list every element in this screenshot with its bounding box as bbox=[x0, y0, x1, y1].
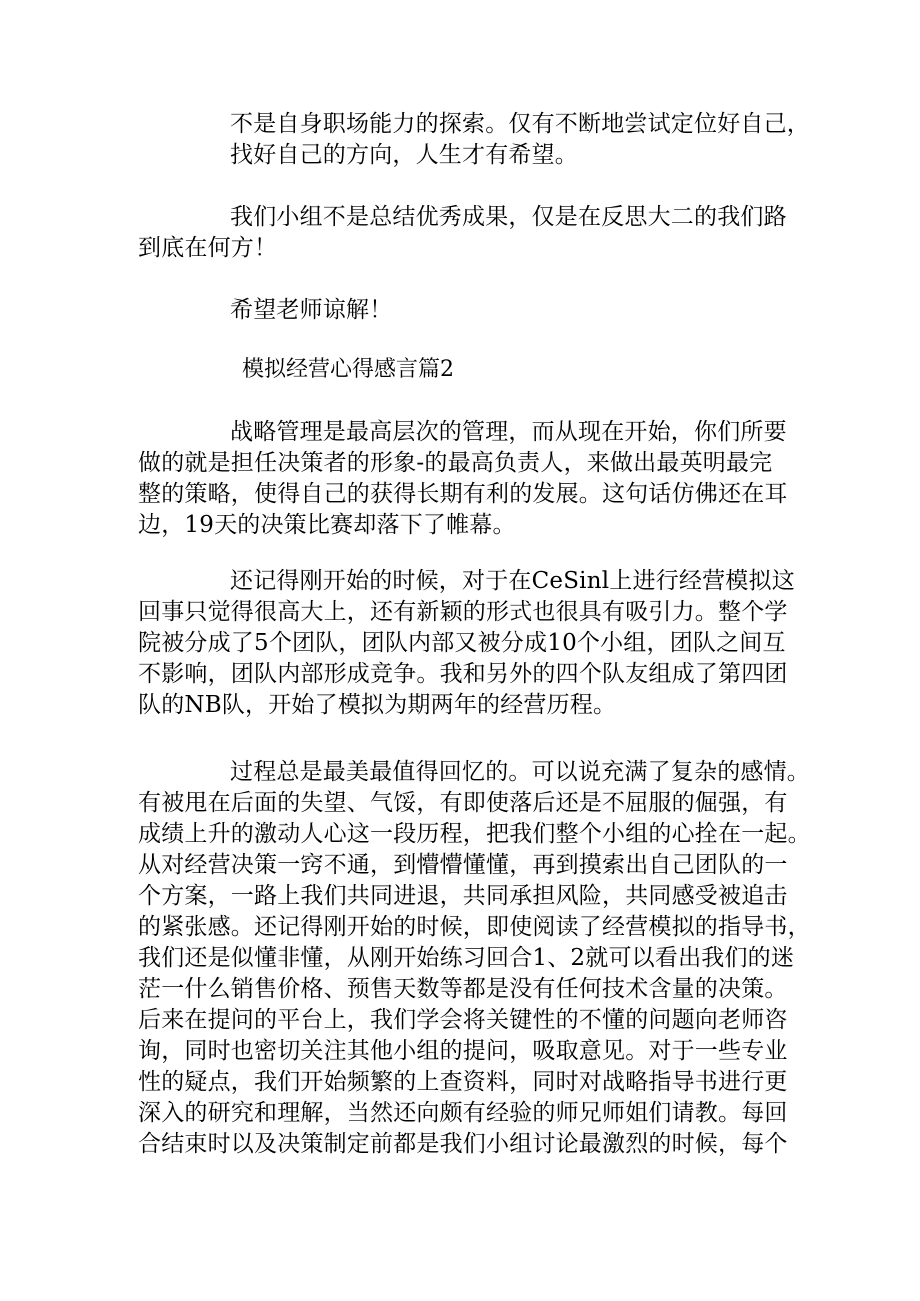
text-line: 个方案，一路上我们共同进退，共同承担风险，共同感受被追击 bbox=[138, 883, 788, 909]
text-line: 边，19天的决策比赛却落下了帷幕。 bbox=[138, 512, 516, 538]
text-line: 队的NB队，开始了模拟为期两年的经营历程。 bbox=[138, 692, 617, 718]
text-line: 做的就是担任决策者的形象-的最高负责人，来做出最英明最完 bbox=[138, 450, 773, 476]
paragraph-5 bbox=[138, 566, 795, 721]
text-line: 的紧张感。还记得刚开始的时候，即使阅读了经营模拟的指导书， bbox=[138, 914, 811, 940]
text-line: 合结束时以及决策制定前都是我们小组讨论最激烈的时候，每个 bbox=[138, 1131, 788, 1157]
text-line: 茫一什么销售价格、预售天数等都是没有任何技术含量的决策。 bbox=[138, 976, 788, 1002]
paragraph-1 bbox=[138, 109, 810, 171]
text-line: 从对经营决策一窍不通，到懵懵懂懂，再到摸索出自己团队的一 bbox=[138, 852, 788, 878]
text-line: 性的疑点，我们开始频繁的上查资料，同时对战略指导书进行更 bbox=[138, 1069, 788, 1095]
text-line: 不影响，团队内部形成竞争。我和另外的四个队友组成了第四团 bbox=[138, 661, 788, 687]
text-line: 深入的研究和理解，当然还向颇有经验的师兄师姐们请教。每回 bbox=[138, 1100, 788, 1126]
text-line: 还记得刚开始的时候，对于在CeSinl上进行经营模拟这 bbox=[230, 568, 795, 594]
text-line: 成绩上升的激动人心这一段历程，把我们整个小组的心拴在一起。 bbox=[138, 821, 811, 847]
text-line: 后来在提问的平台上，我们学会将关键性的不懂的问题向老师咨 bbox=[138, 1007, 788, 1033]
text-line: 过程总是最美最值得回忆的。可以说充满了复杂的感情。 bbox=[230, 759, 810, 785]
text-line: 找好自己的方向，人生才有希望。 bbox=[230, 142, 578, 168]
paragraph-4 bbox=[138, 417, 788, 541]
text-line: 我们还是似懂非懂，从刚开始练习回合1、2就可以看出我们的迷 bbox=[138, 945, 795, 971]
text-line: 有被甩在后面的失望、气馁，有即使落后还是不屈服的倔强，有 bbox=[138, 790, 788, 816]
section-heading: 模拟经营心得感言篇2 bbox=[242, 357, 454, 382]
text-line: 整的策略，使得自己的获得长期有利的发展。这句话仿佛还在耳 bbox=[138, 481, 788, 507]
paragraph-3 bbox=[138, 295, 788, 326]
paragraph-6 bbox=[138, 757, 811, 1160]
text-line: 战略管理是最高层次的管理，而从现在开始，你们所要 bbox=[230, 419, 787, 445]
text-line: 回事只觉得很高大上，还有新颖的形式也很具有吸引力。整个学 bbox=[138, 599, 788, 625]
text-line: 不是自身职场能力的探索。仅有不断地尝试定位好自己， bbox=[230, 111, 810, 137]
text-line: 我们小组不是总结优秀成果，仅是在反思大二的我们路 bbox=[230, 204, 787, 230]
text-line: 院被分成了5个团队，团队内部又被分成10个小组，团队之间互 bbox=[138, 630, 786, 656]
text-line: 询，同时也密切关注其他小组的提问，吸取意见。对于一些专业 bbox=[138, 1038, 788, 1064]
paragraph-2 bbox=[138, 202, 788, 264]
text-line: 到底在何方！ bbox=[138, 235, 278, 261]
text-line: 希望老师谅解！ bbox=[230, 297, 393, 323]
